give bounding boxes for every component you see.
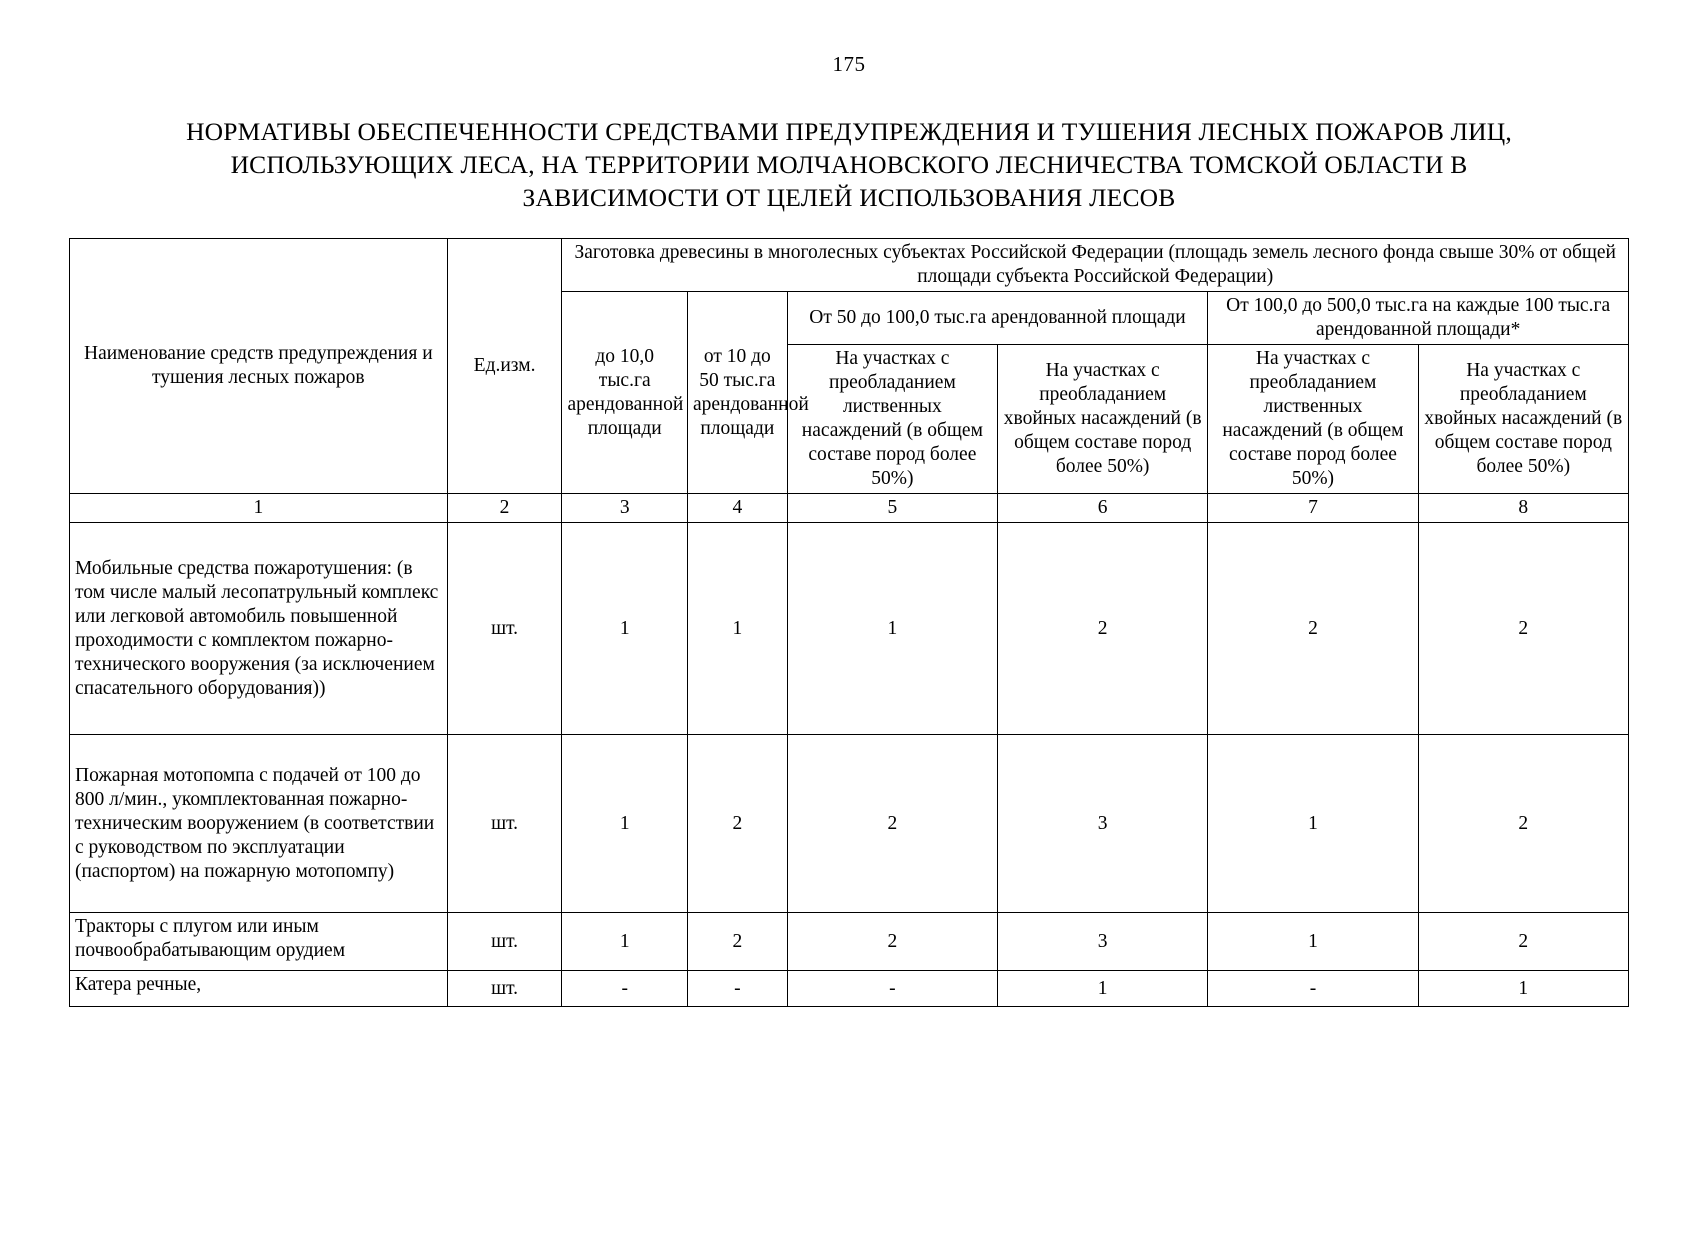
row-name: Тракторы с плугом или иным почвообрабатывающим орудием [70,913,448,971]
header-col4: от 10 до 50 тыс.га арендованной площади [687,292,787,494]
header-leaf-stands-1: На участках с преобладанием лиственных насаждений (в общем составе пород более 50%) [787,345,997,494]
row-value-7: 1 [1208,735,1418,913]
column-number-7: 7 [1208,494,1418,523]
header-conifer-stands-1: На участках с преобладанием хвойных насаждений (в общем составе пород более 50%) [998,345,1208,494]
row-unit: шт. [447,523,562,735]
table-header-row-1 [70,239,1629,292]
row-value-8: 2 [1418,523,1628,735]
header-conifer-stands-2: На участках с преобладанием хвойных насаждений (в общем составе пород более 50%) [1418,345,1628,494]
row-value-4: 1 [687,523,787,735]
header-name-column: Наименование средств предупреждения и тушения лесных пожаров [70,239,448,494]
row-value-4: - [687,971,787,1007]
row-value-6: 2 [998,523,1208,735]
row-value-6: 3 [998,735,1208,913]
header-leaf-stands-2: На участках с преобладанием лиственных насаждений (в общем составе пород более 50%) [1208,345,1418,494]
row-value-8: 2 [1418,735,1628,913]
row-value-6: 1 [998,971,1208,1007]
row-value-5: 2 [787,735,997,913]
row-unit: шт. [447,735,562,913]
row-value-3: - [562,971,688,1007]
row-value-7: 2 [1208,523,1418,735]
row-value-6: 3 [998,913,1208,971]
header-unit-column: Ед.изм. [447,239,562,494]
norms-table [69,238,1629,1007]
column-number-6: 6 [998,494,1208,523]
row-value-3: 1 [562,735,688,913]
row-unit: шт. [447,971,562,1007]
row-value-7: - [1208,971,1418,1007]
row-value-5: 1 [787,523,997,735]
document-page [0,52,1698,1252]
table-row [70,735,1629,913]
row-value-5: 2 [787,913,997,971]
row-name: Катера речные, [70,971,448,1007]
page-title: НОРМАТИВЫ ОБЕСПЕЧЕННОСТИ СРЕДСТВАМИ ПРЕДУПРЕЖДЕНИЯ И ТУШЕНИЯ ЛЕСНЫХ ПОЖАРОВ ЛИЦ, ИСПОЛЬЗУЮЩИХ ЛЕСА, НА ТЕРРИТОРИИ МОЛЧАНОВСКОГО ЛЕСНИЧЕСТВА ТОМСКОЙ ОБЛАСТИ В ЗАВИСИМОСТИ ОТ ЦЕЛЕЙ ИСПОЛЬЗОВАНИЯ ЛЕСОВ [186,117,1512,213]
row-value-4: 2 [687,913,787,971]
row-value-8: 1 [1418,971,1628,1007]
page-number: 175 [832,52,866,76]
table-row [70,971,1629,1007]
row-value-3: 1 [562,523,688,735]
row-value-7: 1 [1208,913,1418,971]
row-value-5: - [787,971,997,1007]
header-range-50-100: От 50 до 100,0 тыс.га арендованной площади [787,292,1208,345]
column-number-4: 4 [687,494,787,523]
table-row [70,913,1629,971]
column-number-8: 8 [1418,494,1628,523]
row-value-8: 2 [1418,913,1628,971]
row-value-3: 1 [562,913,688,971]
header-col3: до 10,0 тыс.га арендованной площади [562,292,688,494]
table-row [70,523,1629,735]
row-name: Мобильные средства пожаротушения: (в том числе малый лесопатрульный комплекс или легковой автомобиль повышенной проходимости с комплектом пожарно-технического вооружения (за исключением спасательного оборудования)) [70,523,448,735]
header-group-title: Заготовка древесины в многолесных субъектах Российской Федерации (площадь земель лесного фонда свыше 30% от общей площади субъекта Российской Федерации) [562,239,1629,292]
row-value-4: 2 [687,735,787,913]
column-number-5: 5 [787,494,997,523]
header-range-100-500: От 100,0 до 500,0 тыс.га на каждые 100 тыс.га арендованной площади* [1208,292,1629,345]
column-number-2: 2 [447,494,562,523]
column-number-row [70,494,1629,523]
column-number-1: 1 [70,494,448,523]
column-number-3: 3 [562,494,688,523]
row-unit: шт. [447,913,562,971]
row-name: Пожарная мотопомпа с подачей от 100 до 800 л/мин., укомплектованная пожарно-техническим вооружением (в соответствии с руководством по эксплуатации (паспортом) на пожарную мотопомпу) [70,735,448,913]
